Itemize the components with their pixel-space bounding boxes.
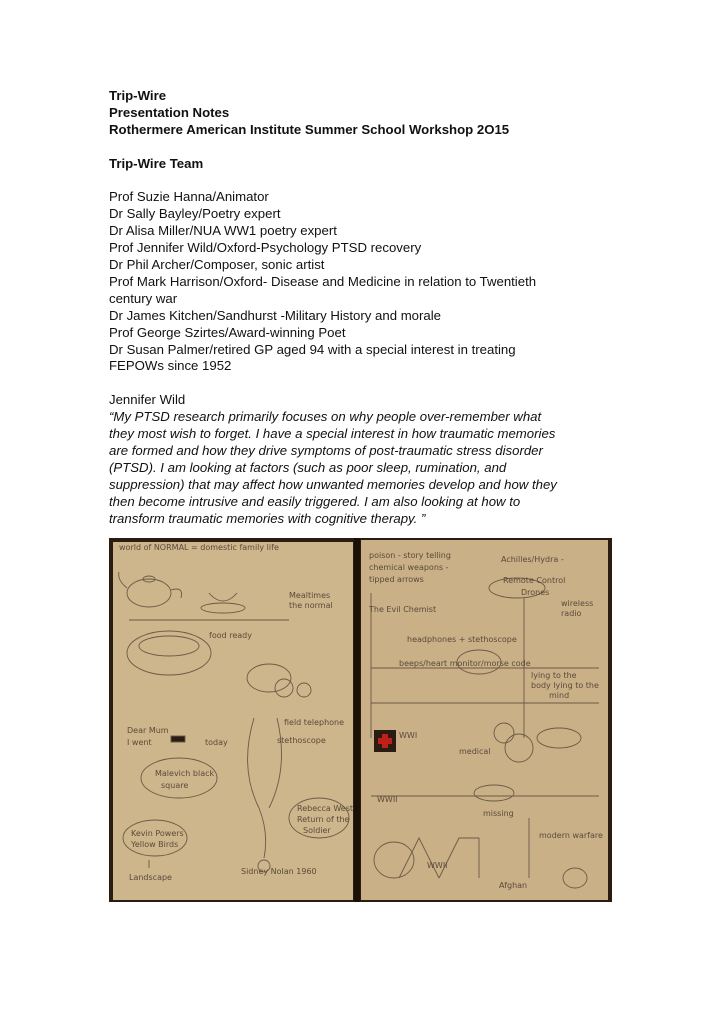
svg-text:tipped arrows: tipped arrows	[369, 575, 424, 584]
svg-text:Dear Mum: Dear Mum	[127, 726, 169, 735]
quote-line: then become intrusive and easily triggered. I am also looking at how to	[109, 493, 521, 509]
svg-text:stethoscope: stethoscope	[277, 736, 326, 745]
svg-text:Yellow Birds: Yellow Birds	[131, 840, 179, 849]
team-member: Prof George Szirtes/Award-winning Poet	[109, 324, 346, 340]
sketchbook-photo	[109, 538, 612, 902]
quote-line: transform traumatic memories with cognitive therapy. ”	[109, 510, 426, 526]
document-page	[109, 88, 629, 528]
team-member: century war	[109, 290, 178, 306]
quote-line: they most wish to forget. I have a special interest in how traumatic memories	[109, 426, 556, 442]
svg-text:missing: missing	[483, 809, 514, 818]
doc-subtitle: Presentation Notes	[109, 104, 230, 120]
svg-text:Malevich black: Malevich black	[155, 769, 215, 778]
svg-text:mind: mind	[549, 691, 570, 700]
team-member: FEPOWs since 1952	[109, 358, 232, 374]
svg-text:WWI: WWI	[399, 731, 418, 740]
svg-text:beeps/heart monitor/morse code: beeps/heart monitor/morse code	[399, 659, 531, 668]
svg-text:the normal: the normal	[289, 601, 333, 610]
svg-text:modern warfare: modern warfare	[539, 831, 603, 840]
svg-text:world of NORMAL = domestic fam: world of NORMAL = domestic family life	[119, 543, 279, 552]
svg-text:Soldier: Soldier	[303, 826, 331, 835]
svg-text:today: today	[205, 738, 228, 747]
team-member: Dr Phil Archer/Composer, sonic artist	[109, 257, 325, 273]
svg-text:Remote Control: Remote Control	[503, 576, 566, 585]
svg-text:WWII: WWII	[377, 795, 398, 804]
red-cross-h	[378, 738, 392, 744]
team-member: Prof Jennifer Wild/Oxford-Psychology PTSD recovery	[109, 240, 422, 256]
svg-text:Return of the: Return of the	[297, 815, 350, 824]
svg-text:headphones + stethoscope: headphones + stethoscope	[407, 635, 517, 644]
svg-text:Sidney Nolan 1960: Sidney Nolan 1960	[241, 867, 317, 876]
svg-text:wireless: wireless	[561, 599, 594, 608]
sketchbook-drawing	[109, 538, 612, 902]
right-page	[361, 540, 608, 900]
svg-text:WWII: WWII	[427, 861, 448, 870]
svg-text:food ready: food ready	[209, 631, 252, 640]
svg-text:Mealtimes: Mealtimes	[289, 591, 331, 600]
team-member: Dr Susan Palmer/retired GP aged 94 with a special interest in treating	[109, 341, 516, 357]
svg-text:square: square	[161, 781, 189, 790]
team-member: Prof Mark Harrison/Oxford- Disease and Medicine in relation to Twentieth	[109, 273, 537, 289]
team-heading: Trip-Wire Team	[109, 155, 204, 171]
quote-line: “My PTSD research primarily focuses on why people over-remember what	[109, 409, 542, 425]
svg-text:field telephone: field telephone	[284, 718, 345, 727]
team-member: Prof Suzie Hanna/Animator	[109, 189, 269, 205]
quote-line: suppression) that may affect how unwanted memories develop and how they	[109, 476, 557, 492]
svg-text:medical: medical	[459, 747, 491, 756]
team-member: Dr Sally Bayley/Poetry expert	[109, 206, 281, 222]
quote-speaker: Jennifer Wild	[109, 392, 186, 408]
svg-text:body lying to the: body lying to the	[531, 681, 599, 690]
quote-line: (PTSD). I am looking at factors (such as poor sleep, rumination, and	[109, 459, 507, 475]
svg-text:Afghan: Afghan	[499, 881, 528, 890]
svg-text:chemical weapons -: chemical weapons -	[369, 563, 449, 572]
svg-text:I went: I went	[127, 738, 152, 747]
svg-text:Achilles/Hydra -: Achilles/Hydra -	[501, 555, 564, 564]
svg-text:Rebecca West: Rebecca West	[297, 804, 354, 813]
quote-line: are formed and how they drive symptoms of post-traumatic stress disorder	[109, 442, 543, 458]
doc-event: Rothermere American Institute Summer School Workshop 2O15	[109, 121, 510, 137]
doc-title: Trip-Wire	[109, 88, 167, 103]
team-member: Dr Alisa Miller/NUA WW1 poetry expert	[109, 223, 337, 239]
svg-text:Drones: Drones	[521, 588, 550, 597]
svg-text:Kevin Powers: Kevin Powers	[131, 829, 184, 838]
team-member: Dr James Kitchen/Sandhurst -Military History and morale	[109, 307, 441, 323]
svg-text:The Evil Chemist: The Evil Chemist	[369, 605, 437, 614]
svg-text:Landscape: Landscape	[129, 873, 172, 882]
svg-text:lying to the: lying to the	[531, 671, 577, 680]
svg-text:poison - story telling: poison - story telling	[369, 551, 451, 560]
svg-text:radio: radio	[561, 609, 582, 618]
